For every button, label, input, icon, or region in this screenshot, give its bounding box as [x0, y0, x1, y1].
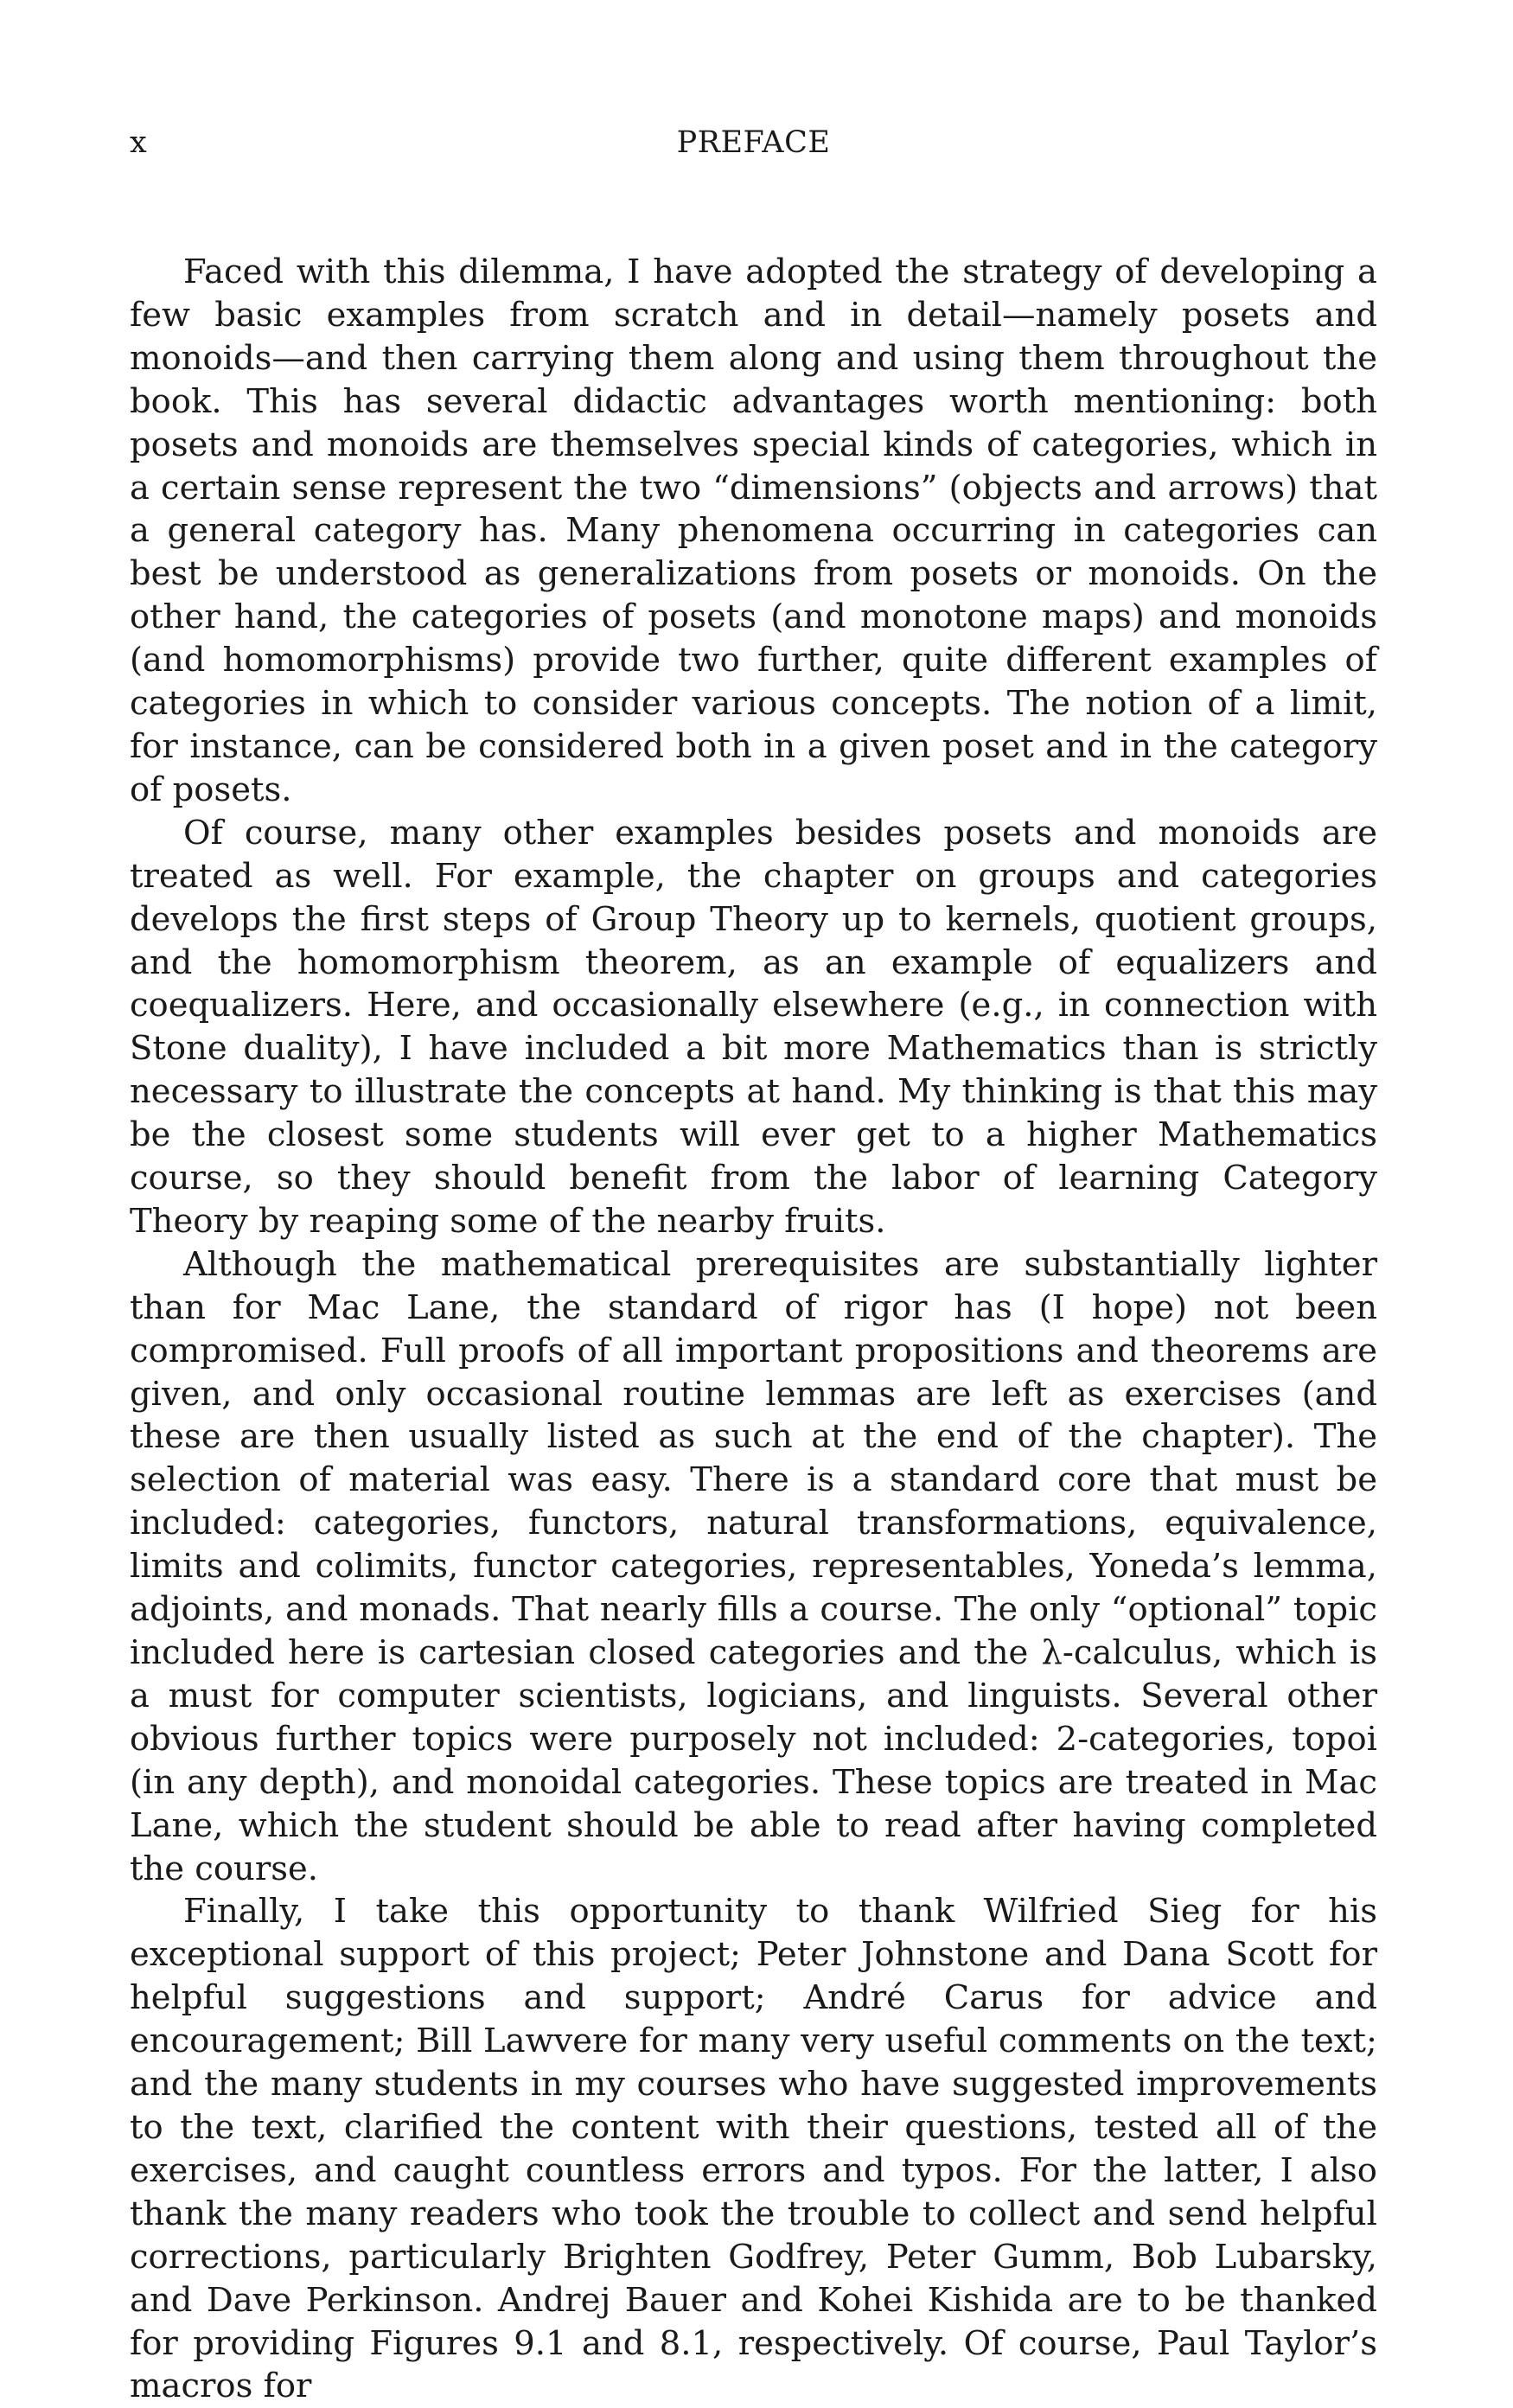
- paragraph-prerequisites: Although the mathematical prerequisites are substantially lighter than for Mac Lane, the standard of rigor has (I hope) not been compromised. Full proofs of all important propositions and theorems are given, and only occasional routine lemmas are left as exercises (and these are then usually listed as such at the end of the chapter). The selection of material was easy. There is a standard core that must be included: categories, functors, natural transformations, equivalence, limits and colimits, functor categories, representables, Yoneda’s lemma, adjoints, and monads. That nearly fills a course. The only “optional” topic included here is cartesian closed categories and the λ-calculus, which is a must for computer scientists, logicians, and linguists. Several other obvious further topics were purposely not included: 2-categories, topoi (in any depth), and monoidal categories. These topics are treated in Mac Lane, which the student should be able to read after having completed the course.: [130, 1244, 1377, 1888]
- body-text: [130, 251, 1377, 2408]
- running-title: PREFACE: [676, 125, 831, 160]
- paragraph-acknowledgements: Finally, I take this opportunity to thank Wilfried Sieg for his exceptional support of this project; Peter Johnstone and Dana Scott for helpful suggestions and support; André Carus for advice and encouragement; Bill Lawvere for many very useful comments on the text; and the many students in my courses who have suggested improvements to the text, clarified the content with their questions, tested all of the exercises, and caught countless errors and typos. For the latter, I also thank the many readers who took the trouble to collect and send helpful corrections, particularly Brighten Godfrey, Peter Gumm, Bob Lubarsky, and Dave Perkinson. Andrej Bauer and Kohei Kishida are to be thanked for providing Figures 9.1 and 8.1, respectively. Of course, Paul Taylor’s macros for: [130, 1892, 1377, 2406]
- page-number: x: [130, 125, 147, 160]
- running-head: [130, 121, 1377, 164]
- paragraph-other-examples: Of course, many other examples besides posets and monoids are treated as well. For example, the chapter on groups and categories develops the first steps of Group Theory up to kernels, quotient groups, and the homomorphism theorem, as an example of equalizers and coequalizers. Here, and occasionally elsewhere (e.g., in connection with Stone duality), I have included a bit more Mathematics than is strictly necessary to illustrate the concepts at hand. My thinking is that this may be the closest some students will ever get to a higher Mathematics course, so they should benefit from the labor of learning Category Theory by reaping some of the nearby fruits.: [130, 813, 1377, 1241]
- paragraph-dilemma: Faced with this dilemma, I have adopted the strategy of developing a few basic examples from scratch and in detail—namely posets and monoids—and then carrying them along and using them throughout the book. This has several didactic advantages worth mentioning: both posets and monoids are themselves special kinds of categories, which in a certain sense represent the two “dimensions” (objects and arrows) that a general category has. Many phenomena occurring in categories can best be understood as generalizations from posets or monoids. On the other hand, the categories of posets (and monotone maps) and monoids (and homomorphisms) provide two further, quite different examples of categories in which to consider various concepts. The notion of a limit, for instance, can be considered both in a given poset and in the category of posets.: [130, 252, 1377, 809]
